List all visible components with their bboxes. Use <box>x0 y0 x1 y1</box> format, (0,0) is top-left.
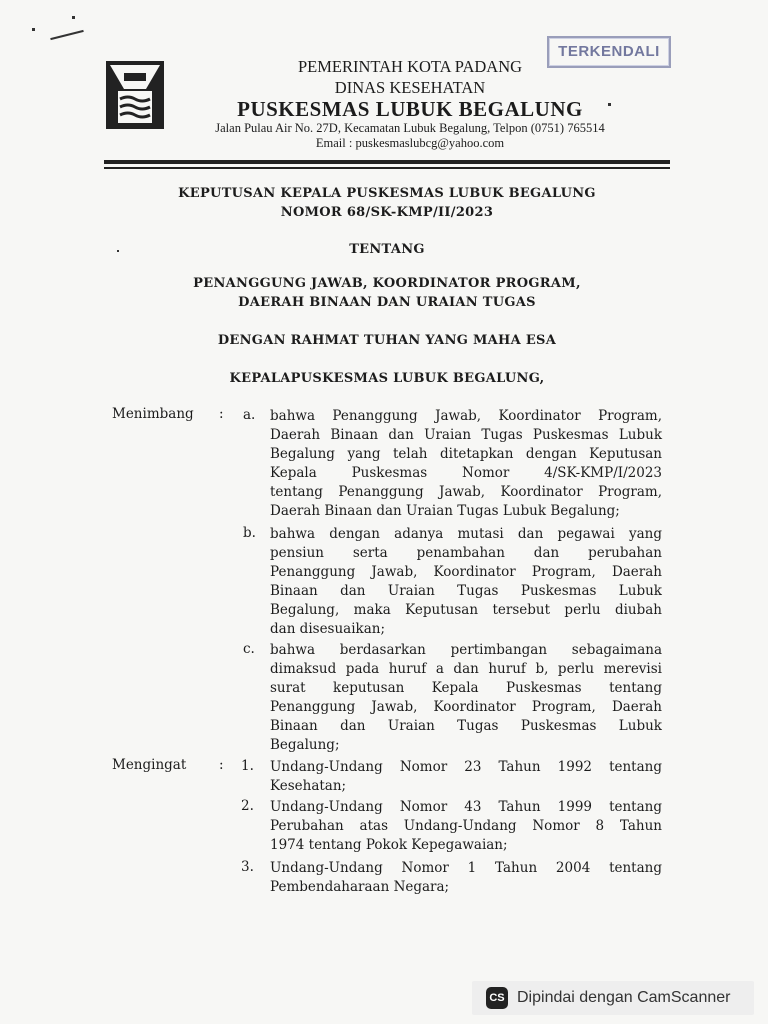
text-line: dimaksud pada huruf a dan huruf b, perlu merevisi <box>270 661 662 677</box>
scan-speck <box>72 16 75 19</box>
text-line: Perubahan atas Undang-Undang Nomor 8 Tahun <box>270 818 662 834</box>
item-marker: 3. <box>241 859 254 875</box>
legal-basis-item-3 <box>270 859 662 897</box>
text-line: dan disesuaikan; <box>270 621 386 637</box>
consideration-item-c <box>270 641 662 755</box>
camscanner-watermark <box>472 981 754 1015</box>
scan-speck <box>50 30 83 40</box>
item-marker: 1. <box>241 758 254 774</box>
decree-subject-line1: PENANGGUNG JAWAB, KOORDINATOR PROGRAM, <box>193 276 581 291</box>
text-line: Kepala Puskesmas Nomor 4/SK-KMP/I/2023 <box>270 465 662 481</box>
header-government: PEMERINTAH KOTA PADANG <box>297 57 523 76</box>
consideration-item-b <box>270 525 662 639</box>
camscanner-icon: CS <box>486 987 508 1009</box>
scan-speck <box>32 28 35 31</box>
legal-basis-item-1 <box>270 758 662 796</box>
text-line: tentang Penanggung Jawab, Koordinator Program, <box>270 484 662 500</box>
decree-issuer: KEPALAPUSKESMAS LUBUK BEGALUNG, <box>229 371 545 386</box>
text-line: bahwa dengan adanya mutasi dan pegawai yang <box>270 526 662 542</box>
decree-subject-line2: DAERAH BINAAN DAN URAIAN TUGAS <box>238 295 536 310</box>
text-line: bahwa berdasarkan pertimbangan sebagaimana <box>270 642 662 658</box>
section-label-menimbang: Menimbang <box>112 406 194 422</box>
text-line: Begalung yang telah ditetapkan dengan Keputusan <box>270 446 662 462</box>
text-line: 1974 tentang Pokok Kepegawaian; <box>270 837 508 853</box>
text-line: Binaan dan Uraian Tugas Puskesmas Lubuk <box>270 718 662 734</box>
letterhead-divider <box>104 160 670 164</box>
padang-city-emblem-icon <box>104 59 166 131</box>
text-line: Daerah Binaan dan Uraian Tugas Puskesmas Lubuk <box>270 427 662 443</box>
camscanner-label: Dipindai dengan CamScanner <box>517 989 731 1006</box>
text-line: bahwa Penanggung Jawab, Koordinator Program, <box>270 408 662 424</box>
header-address: Jalan Pulau Air No. 27D, Kecamatan Lubuk Begalung, Telpon (0751) 765514 <box>215 121 605 135</box>
section-label-mengingat: Mengingat <box>112 757 187 773</box>
decree-grace: DENGAN RAHMAT TUHAN YANG MAHA ESA <box>217 333 557 348</box>
header-agency: DINAS KESEHATAN <box>334 78 486 97</box>
text-line: Penanggung Jawab, Koordinator Program, Daerah <box>270 564 662 580</box>
text-line: Penanggung Jawab, Koordinator Program, Daerah <box>270 699 662 715</box>
decree-title: KEPUTUSAN KEPALA PUSKESMAS LUBUK BEGALUNG <box>178 186 596 201</box>
text-line: Undang-Undang Nomor 23 Tahun 1992 tentang <box>270 759 662 775</box>
text-line: pensiun serta penambahan dan perubahan <box>270 545 662 561</box>
text-line: Binaan dan Uraian Tugas Puskesmas Lubuk <box>270 583 662 599</box>
text-line: Kesehatan; <box>270 778 347 794</box>
header-email: Email : puskesmaslubcg@yahoo.com <box>315 136 505 150</box>
decree-about: TENTANG <box>349 242 425 257</box>
text-line: Daerah Binaan dan Uraian Tugas Lubuk Begalung; <box>270 503 620 519</box>
text-line: Pembendaharaan Negara; <box>270 879 450 895</box>
text-line: surat keputusan Kepala Puskesmas tentang <box>270 680 662 696</box>
text-line: Begalung; <box>270 737 340 753</box>
item-marker: a. <box>243 407 256 423</box>
text-line: Begalung, maka Keputusan tersebut perlu diubah <box>270 602 662 618</box>
consideration-item-a <box>270 407 662 521</box>
text-line: Undang-Undang Nomor 43 Tahun 1999 tentang <box>270 799 662 815</box>
decree-number: NOMOR 68/SK-KMP/II/2023 <box>280 205 494 220</box>
letterhead-divider-thin <box>104 167 670 169</box>
controlled-document-stamp: TERKENDALI <box>547 36 671 68</box>
item-marker: 2. <box>241 798 254 814</box>
text-line: Undang-Undang Nomor 1 Tahun 2004 tentang <box>270 860 662 876</box>
legal-basis-item-2 <box>270 798 662 855</box>
section-colon: : <box>219 406 224 422</box>
item-marker: b. <box>243 525 256 541</box>
header-institution-name: PUSKESMAS LUBUK BEGALUNG <box>237 97 583 121</box>
item-marker: c. <box>243 641 255 657</box>
section-colon: : <box>219 757 224 773</box>
